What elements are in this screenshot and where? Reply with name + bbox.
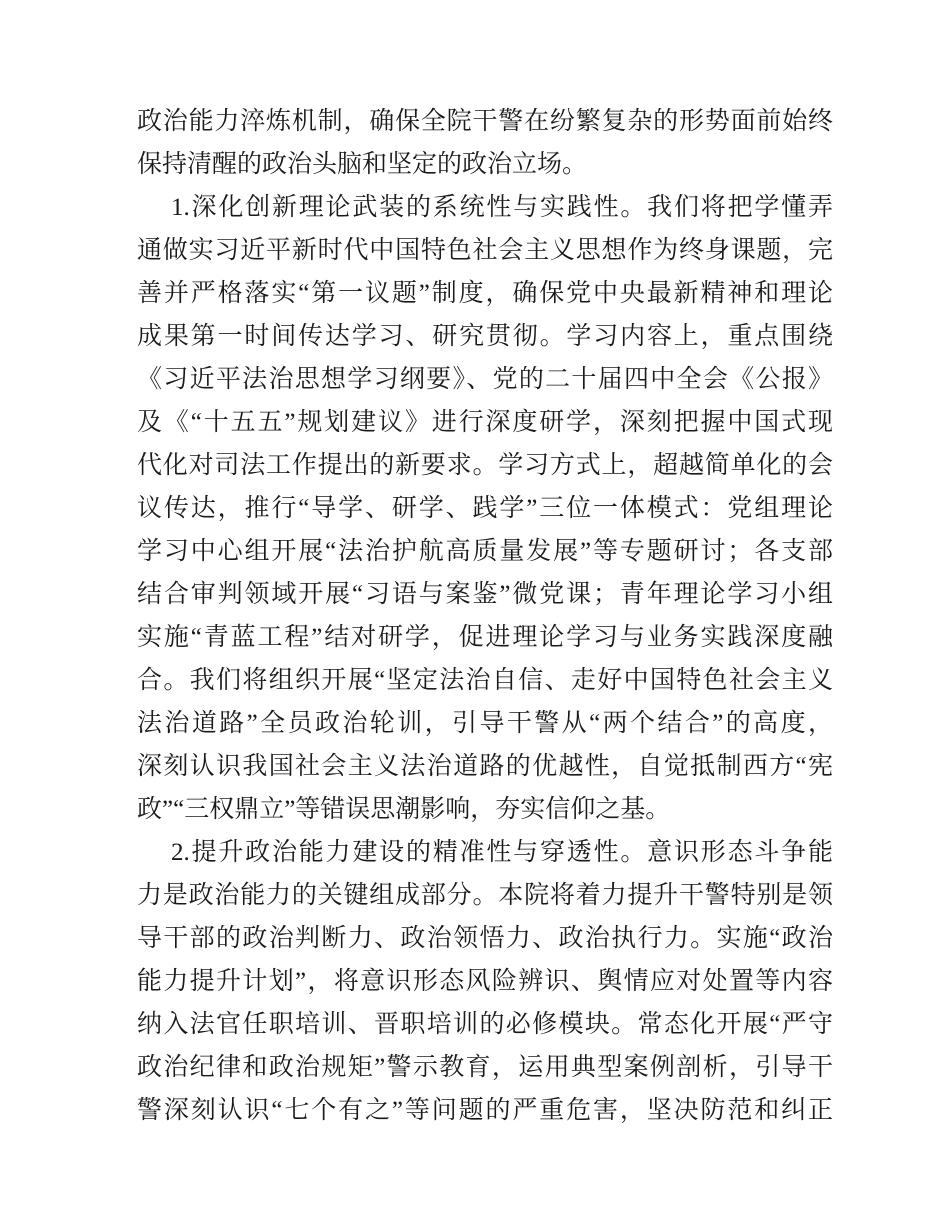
text-line: 议传达，推行“导学、研学、践学”三位一体模式：党组理论 (137, 495, 833, 522)
text-line: 善并严格落实“第一议题”制度，确保党中央最新精神和理论 (137, 280, 833, 307)
text-line: 政治能力淬炼机制，确保全院干警在纷繁复杂的形势面前始终 (137, 108, 833, 135)
text-line: 警深刻认识“七个有之”等问题的严重危害，坚决防范和纠正 (137, 1097, 833, 1124)
text-line: 成果第一时间传达学习、研究贯彻。学习内容上，重点围绕 (137, 323, 833, 350)
text-line: 政治纪律和政治规矩”警示教育，运用典型案例剖析，引导干 (137, 1054, 833, 1081)
text-line: 通做实习近平新时代中国特色社会主义思想作为终身课题，完 (137, 237, 833, 264)
text-line: 保持清醒的政治头脑和坚定的政治立场。 (137, 151, 588, 178)
text-line: 及《“十五五”规划建议》进行深度研学，深刻把握中国式现 (137, 409, 833, 436)
text-line: 代化对司法工作提出的新要求。学习方式上，超越简单化的会 (137, 452, 833, 479)
text-line: 2.提升政治能力建设的精准性与穿透性。意识形态斗争能 (171, 839, 833, 866)
text-line: 纳入法官任职培训、晋职培训的必修模块。常态化开展“严守 (137, 1011, 833, 1038)
text-line: 实施“青蓝工程”结对研学，促进理论学习与业务实践深度融 (137, 624, 833, 651)
text-line: 力是政治能力的关键组成部分。本院将着力提升干警特别是领 (137, 882, 833, 909)
text-line: 能力提升计划”，将意识形态风险辨识、舆情应对处置等内容 (137, 968, 833, 995)
text-line: 学习中心组开展“法治护航高质量发展”等专题研讨；各支部 (137, 538, 833, 565)
text-line: 深刻认识我国社会主义法治道路的优越性，自觉抵制西方“宪 (137, 753, 833, 780)
text-line: 政”“三权鼎立”等错误思潮影响，夯实信仰之基。 (137, 796, 671, 823)
text-line: 1.深化创新理论武装的系统性与实践性。我们将把学懂弄 (171, 194, 833, 221)
document-text-block (137, 100, 833, 1132)
text-line: 合。我们将组织开展“坚定法治自信、走好中国特色社会主义 (137, 667, 833, 694)
text-line: 法治道路”全员政治轮训，引导干警从“两个结合”的高度， (137, 710, 833, 737)
text-line: 结合审判领域开展“习语与案鉴”微党课；青年理论学习小组 (137, 581, 833, 608)
text-line: 导干部的政治判断力、政治领悟力、政治执行力。实施“政治 (137, 925, 833, 952)
text-line: 《习近平法治思想学习纲要》、党的二十届四中全会《公报》 (137, 366, 833, 393)
